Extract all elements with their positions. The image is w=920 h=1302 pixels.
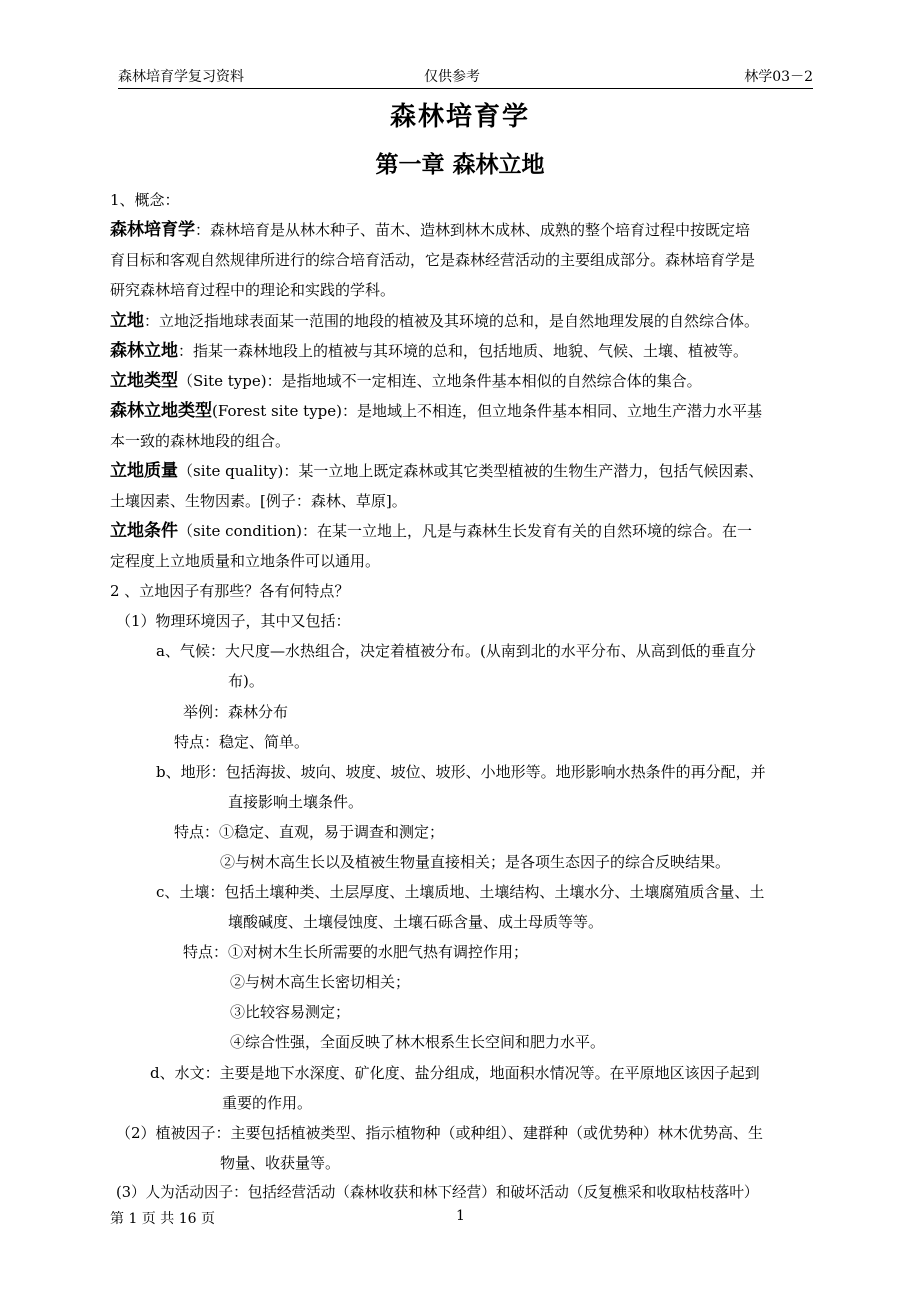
def-site-condition-line1: （site condition)：在某一立地上，凡是与森林生长发育有关的自然环境的综合。在一 (178, 522, 753, 540)
terrain-feature2: ②与树木高生长以及植被生物量直接相关；是各项生态因子的综合反映结果。 (220, 853, 731, 871)
def-forestry-line1: ：森林培育是从林木种子、苗木、造林到林木成林、成熟的整个培育过程中按既定培 (195, 221, 751, 239)
soil-line2: 壤酸碱度、土壤侵蚀度、土壤石砾含量、成土母质等等。 (228, 913, 604, 931)
def-site-type-text: （Site type)：是指地域不一定相连、立地条件基本相似的自然综合体的集合。 (178, 372, 702, 390)
human-activity-line1: (3）人为活动因子：包括经营活动（森林收获和林下经营）和破坏活动（反复樵采和收取枯枝落叶） (116, 1184, 759, 1201)
def-site-quality-line1: （site quality)：某一立地上既定森林或其它类型植被的生物生产潜力，包括气候因素、 (178, 462, 764, 480)
climate-line2: 布)。 (228, 672, 264, 690)
term-site: 立地 (110, 311, 144, 331)
header-left: 森林培育学复习资料 (118, 69, 244, 85)
def-site-quality (110, 461, 763, 481)
def-forest-site-type-line2: 本一致的森林地段的组合。 (110, 432, 291, 450)
terrain-feature1: 特点：①稳定、直观，易于调查和测定； (174, 823, 445, 841)
vegetation-line1: （2）植被因子：主要包括植被类型、指示植物种（或种组）、建群种（或优势种）林木优势高、生 (116, 1124, 764, 1142)
def-forest-site-text: ：指某一森林地段上的植被与其环境的总和，包括地质、地貌、气候、土壤、植被等。 (178, 342, 749, 360)
hydrology-line2: 重要的作用。 (222, 1094, 313, 1112)
def-forestry-line2: 育目标和客观自然规律所进行的综合培育活动，它是森林经营活动的主要组成部分。森林培育学是 (110, 251, 756, 269)
def-forest-site-type (110, 401, 762, 421)
header-middle: 仅供参考 (424, 69, 480, 85)
def-site-quality-line2: 土壤因素、生物因素。[例子：森林、草原]。 (110, 492, 407, 510)
soil-feature2: ②与树木高生长密切相关； (230, 973, 411, 991)
term-site-condition: 立地条件 (110, 521, 178, 541)
document-title: 森林培育学 (389, 102, 530, 132)
term-forest-site: 森林立地 (110, 341, 178, 361)
def-site (110, 311, 759, 331)
section1-heading: 1、概念： (110, 191, 180, 209)
vegetation-line2: 物量、收获量等。 (220, 1154, 341, 1172)
soil-line1: c、土壤：包括土壤种类、土层厚度、土壤质地、土壤结构、土壤水分、土壤腐殖质含量、土 (156, 883, 765, 901)
soil-feature4: ④综合性强，全面反映了林木根系生长空间和肥力水平。 (230, 1033, 606, 1051)
soil-feature1: 特点：①对树木生长所需要的水肥气热有调控作用； (183, 943, 529, 961)
section2-heading: 2 、立地因子有那些？各有何特点？ (110, 582, 350, 600)
chapter-title: 第一章 森林立地 (375, 152, 545, 178)
terrain-line1: b、地形：包括海拔、坡向、坡度、坡位、坡形、小地形等。地形影响水热条件的再分配，并 (156, 763, 766, 781)
def-forest-site (110, 341, 748, 361)
term-forestry: 森林培育学 (110, 220, 195, 240)
physical-factors: （1）物理环境因子，其中又包括： (116, 612, 351, 630)
term-site-quality: 立地质量 (110, 461, 178, 481)
header-right: 林学03－2 (744, 69, 813, 85)
soil-feature3: ③比较容易测定； (230, 1003, 351, 1021)
climate-line1: a、气候：大尺度—水热组合，决定着植被分布。(从南到北的水平分布、从高到低的垂直分 (156, 642, 756, 660)
climate-example: 举例：森林分布 (183, 703, 289, 721)
def-site-text: ：立地泛指地球表面某一范围的地段的植被及其环境的总和，是自然地理发展的自然综合体。 (144, 312, 760, 330)
def-site-condition (110, 521, 752, 541)
terrain-line2: 直接影响土壤条件。 (228, 793, 364, 811)
term-site-type: 立地类型 (110, 371, 178, 391)
def-forestry (110, 220, 750, 240)
footer-page-count: 第 1 页 共 16 页 (110, 1211, 215, 1227)
term-forest-site-type: 森林立地类型 (110, 401, 212, 421)
def-forest-site-type-line1: (Forest site type)：是地域上不相连，但立地条件基本相同、立地生产潜力水平基 (212, 402, 763, 420)
def-site-condition-line2: 定程度上立地质量和立地条件可以通用。 (110, 552, 381, 570)
page-header (118, 66, 813, 89)
climate-features: 特点：稳定、简单。 (174, 733, 310, 751)
footer-page-number: 1 (456, 1208, 465, 1224)
hydrology-line1: d、水文：主要是地下水深度、矿化度、盐分组成，地面积水情况等。在平原地区该因子起到 (150, 1064, 760, 1082)
def-site-type (110, 371, 702, 391)
def-forestry-line3: 研究森林培育过程中的理论和实践的学科。 (110, 281, 396, 299)
